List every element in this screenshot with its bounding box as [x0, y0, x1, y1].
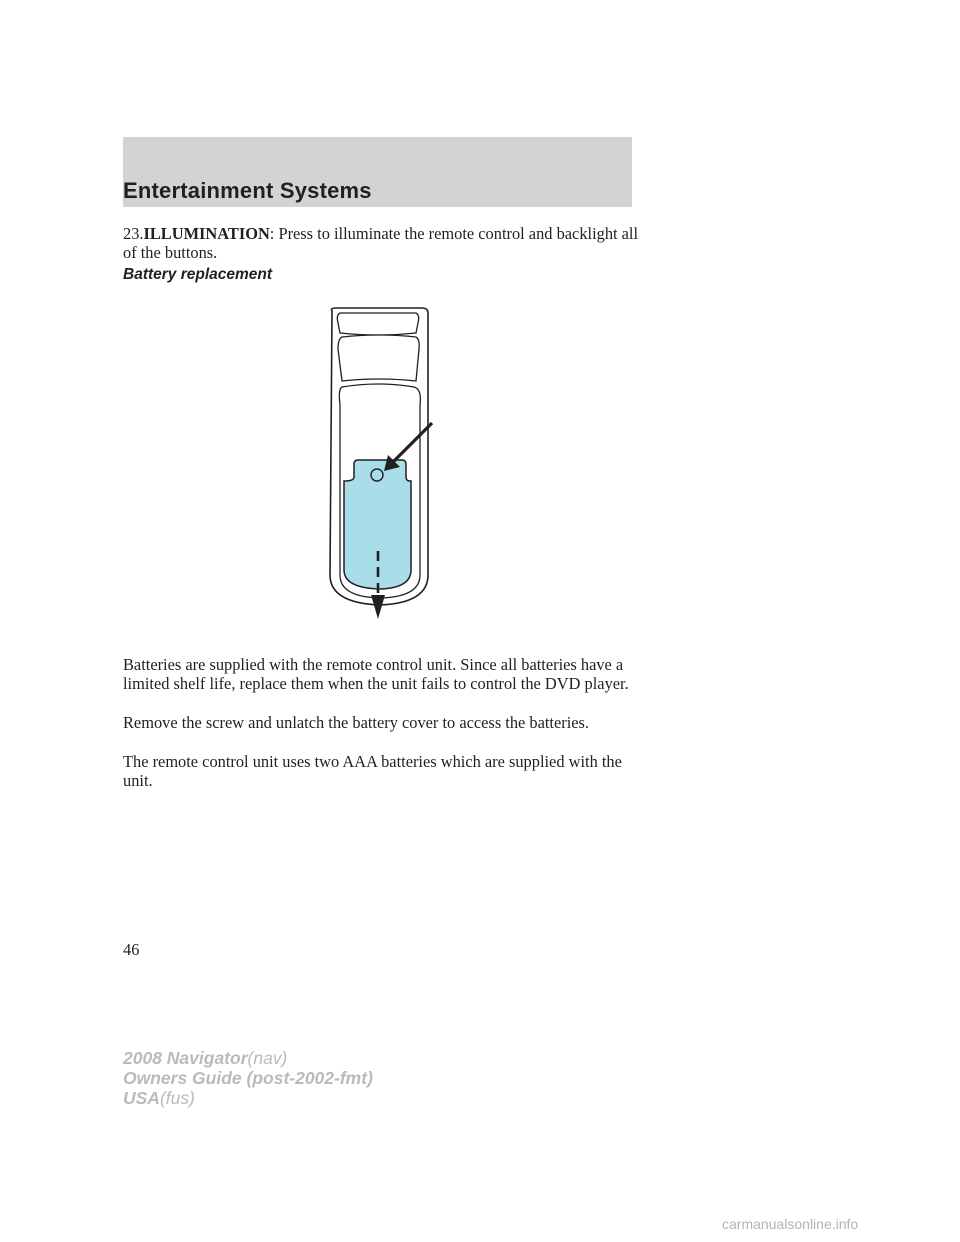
watermark: carmanualsonline.info	[722, 1216, 859, 1232]
paragraph-batteries-supplied: Batteries are supplied with the remote control unit. Since all batteries have a limited shelf life, replace them when the unit fails to control the DVD player.	[123, 655, 629, 693]
item-23-description	[123, 224, 643, 262]
remote-upper-panel	[338, 335, 419, 381]
document-footer	[123, 1048, 373, 1108]
footer-line-3	[123, 1088, 373, 1108]
section-title: Entertainment Systems	[123, 178, 372, 203]
battery-replacement-heading: Battery replacement	[123, 266, 273, 283]
remote-control-battery-illustration	[318, 305, 442, 623]
paragraph-aaa-batteries: The remote control unit uses two AAA batteries which are supplied with the unit.	[123, 752, 622, 790]
remote-top-cap	[337, 313, 418, 335]
footer-line-1	[123, 1048, 373, 1068]
item-number: 23.	[123, 224, 144, 243]
screw-icon	[371, 469, 383, 481]
paragraph-remove-screw: Remove the screw and unlatch the battery cover to access the batteries.	[123, 713, 590, 732]
item-term: ILLUMINATION	[143, 224, 270, 243]
page-number: 46	[123, 940, 140, 959]
slide-arrow-head	[371, 595, 385, 619]
footer-model: 2008 Navigator	[123, 1048, 248, 1068]
footer-line-2	[123, 1068, 373, 1088]
item-text: : Press to illuminate the remote control and backlight all of the buttons.	[123, 224, 639, 262]
footer-market: USA	[123, 1088, 160, 1108]
footer-market-code: (fus)	[159, 1088, 195, 1108]
footer-guide: Owners Guide (post-2002-fmt)	[123, 1068, 373, 1088]
footer-model-code: (nav)	[247, 1048, 288, 1068]
